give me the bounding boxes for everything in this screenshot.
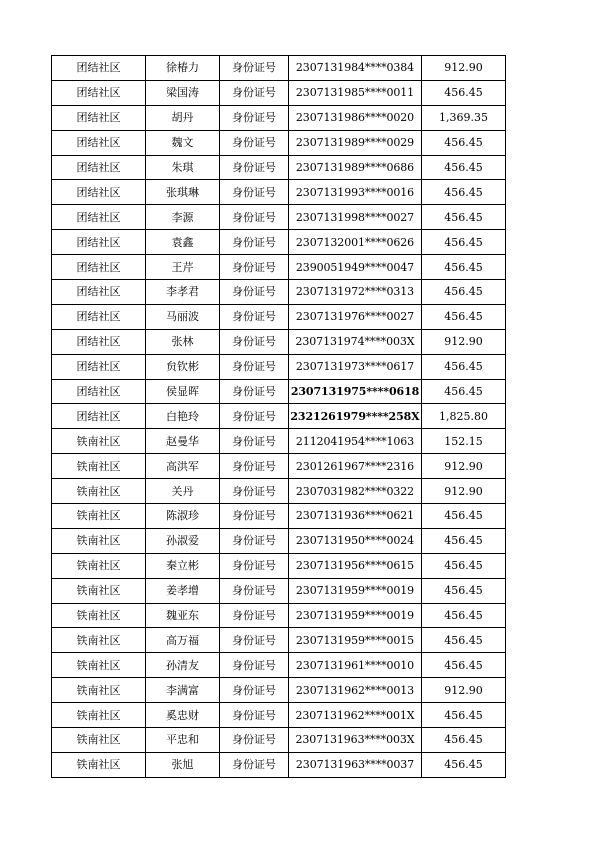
table-row — [52, 230, 506, 255]
amount-cell: 456.45 — [422, 155, 506, 180]
community-cell: 团结社区 — [52, 230, 146, 255]
id-number-cell: 2307131963****003X — [289, 728, 422, 753]
name-cell: 孙清友 — [146, 653, 220, 678]
table-body — [52, 56, 506, 778]
table-row — [52, 304, 506, 329]
amount-cell: 456.45 — [422, 528, 506, 553]
id-number-cell: 2307131975****0618 — [289, 379, 422, 404]
amount-cell: 912.90 — [422, 454, 506, 479]
amount-cell: 456.45 — [422, 603, 506, 628]
id-number-cell: 2307131959****0019 — [289, 578, 422, 603]
community-cell: 团结社区 — [52, 379, 146, 404]
name-cell: 关丹 — [146, 479, 220, 504]
id-number-cell: 2307131959****0015 — [289, 628, 422, 653]
name-cell: 王芹 — [146, 255, 220, 280]
table-row — [52, 354, 506, 379]
name-cell: 魏文 — [146, 130, 220, 155]
id-number-cell: 2307031982****0322 — [289, 479, 422, 504]
table-row — [52, 479, 506, 504]
table-row — [52, 280, 506, 305]
name-cell: 奚忠财 — [146, 703, 220, 728]
id-number-cell: 2307131989****0686 — [289, 155, 422, 180]
community-cell: 铁南社区 — [52, 752, 146, 777]
amount-cell: 912.90 — [422, 479, 506, 504]
name-cell: 张琪琳 — [146, 180, 220, 205]
table-row — [52, 454, 506, 479]
community-cell: 团结社区 — [52, 205, 146, 230]
amount-cell: 456.45 — [422, 504, 506, 529]
table-row — [52, 752, 506, 777]
id-number-cell: 2301261967****2316 — [289, 454, 422, 479]
table-row — [52, 703, 506, 728]
community-cell: 团结社区 — [52, 56, 146, 81]
name-cell: 孙淑爱 — [146, 528, 220, 553]
name-cell: 胡丹 — [146, 105, 220, 130]
id-number-cell: 2307131974****003X — [289, 329, 422, 354]
id-number-cell: 2307131976****0027 — [289, 304, 422, 329]
name-cell: 陈淑珍 — [146, 504, 220, 529]
id-type-cell: 身份证号 — [220, 280, 289, 305]
amount-cell: 456.45 — [422, 230, 506, 255]
table-row — [52, 130, 506, 155]
community-cell: 铁南社区 — [52, 628, 146, 653]
id-number-cell: 2307131998****0027 — [289, 205, 422, 230]
table-row — [52, 180, 506, 205]
id-type-cell: 身份证号 — [220, 130, 289, 155]
community-cell: 铁南社区 — [52, 703, 146, 728]
table-row — [52, 379, 506, 404]
community-cell: 团结社区 — [52, 404, 146, 429]
name-cell: 赵曼华 — [146, 429, 220, 454]
amount-cell: 456.45 — [422, 728, 506, 753]
name-cell: 徐椿力 — [146, 56, 220, 81]
name-cell: 魏亚东 — [146, 603, 220, 628]
id-type-cell: 身份证号 — [220, 454, 289, 479]
id-number-cell: 2307131986****0020 — [289, 105, 422, 130]
id-type-cell: 身份证号 — [220, 678, 289, 703]
id-type-cell: 身份证号 — [220, 653, 289, 678]
community-cell: 团结社区 — [52, 130, 146, 155]
table-row — [52, 329, 506, 354]
community-cell: 团结社区 — [52, 280, 146, 305]
id-number-cell: 2307131984****0384 — [289, 56, 422, 81]
id-type-cell: 身份证号 — [220, 603, 289, 628]
id-number-cell: 2307131985****0011 — [289, 80, 422, 105]
table-row — [52, 155, 506, 180]
id-number-cell: 2307131956****0615 — [289, 553, 422, 578]
data-table — [51, 55, 506, 778]
id-number-cell: 2307131989****0029 — [289, 130, 422, 155]
amount-cell: 456.45 — [422, 304, 506, 329]
id-number-cell: 2307131961****0010 — [289, 653, 422, 678]
name-cell: 张林 — [146, 329, 220, 354]
id-type-cell: 身份证号 — [220, 628, 289, 653]
name-cell: 袁鑫 — [146, 230, 220, 255]
community-cell: 铁南社区 — [52, 479, 146, 504]
name-cell: 侯显晖 — [146, 379, 220, 404]
id-type-cell: 身份证号 — [220, 354, 289, 379]
community-cell: 铁南社区 — [52, 603, 146, 628]
table-row — [52, 653, 506, 678]
amount-cell: 456.45 — [422, 752, 506, 777]
id-type-cell: 身份证号 — [220, 205, 289, 230]
id-type-cell: 身份证号 — [220, 703, 289, 728]
id-number-cell: 2307132001****0626 — [289, 230, 422, 255]
id-type-cell: 身份证号 — [220, 80, 289, 105]
name-cell: 朱琪 — [146, 155, 220, 180]
amount-cell: 456.45 — [422, 130, 506, 155]
name-cell: 李源 — [146, 205, 220, 230]
amount-cell: 1,369.35 — [422, 105, 506, 130]
amount-cell: 456.45 — [422, 354, 506, 379]
table-row — [52, 603, 506, 628]
community-cell: 铁南社区 — [52, 553, 146, 578]
name-cell: 梁国涛 — [146, 80, 220, 105]
amount-cell: 152.15 — [422, 429, 506, 454]
community-cell: 团结社区 — [52, 304, 146, 329]
table-row — [52, 80, 506, 105]
amount-cell: 912.90 — [422, 56, 506, 81]
id-type-cell: 身份证号 — [220, 379, 289, 404]
name-cell: 贠钦彬 — [146, 354, 220, 379]
amount-cell: 456.45 — [422, 379, 506, 404]
table-row — [52, 578, 506, 603]
table-row — [52, 255, 506, 280]
id-number-cell: 2307131962****001X — [289, 703, 422, 728]
id-type-cell: 身份证号 — [220, 155, 289, 180]
amount-cell: 1,825.80 — [422, 404, 506, 429]
id-type-cell: 身份证号 — [220, 578, 289, 603]
name-cell: 姜孝增 — [146, 578, 220, 603]
id-type-cell: 身份证号 — [220, 105, 289, 130]
table-row — [52, 628, 506, 653]
id-number-cell: 2307131993****0016 — [289, 180, 422, 205]
id-number-cell: 2112041954****1063 — [289, 429, 422, 454]
id-type-cell: 身份证号 — [220, 329, 289, 354]
amount-cell: 456.45 — [422, 628, 506, 653]
id-type-cell: 身份证号 — [220, 528, 289, 553]
id-type-cell: 身份证号 — [220, 479, 289, 504]
community-cell: 团结社区 — [52, 155, 146, 180]
amount-cell: 456.45 — [422, 280, 506, 305]
community-cell: 团结社区 — [52, 80, 146, 105]
table-row — [52, 56, 506, 81]
name-cell: 秦立彬 — [146, 553, 220, 578]
name-cell: 张旭 — [146, 752, 220, 777]
id-number-cell: 2307131959****0019 — [289, 603, 422, 628]
id-type-cell: 身份证号 — [220, 230, 289, 255]
name-cell: 李满富 — [146, 678, 220, 703]
id-type-cell: 身份证号 — [220, 56, 289, 81]
id-type-cell: 身份证号 — [220, 429, 289, 454]
table-row — [52, 528, 506, 553]
community-cell: 铁南社区 — [52, 504, 146, 529]
community-cell: 团结社区 — [52, 105, 146, 130]
amount-cell: 912.90 — [422, 329, 506, 354]
amount-cell: 456.45 — [422, 703, 506, 728]
table-row — [52, 105, 506, 130]
id-type-cell: 身份证号 — [220, 728, 289, 753]
amount-cell: 912.90 — [422, 678, 506, 703]
name-cell: 白艳玲 — [146, 404, 220, 429]
community-cell: 铁南社区 — [52, 728, 146, 753]
name-cell: 马丽波 — [146, 304, 220, 329]
id-type-cell: 身份证号 — [220, 404, 289, 429]
community-cell: 团结社区 — [52, 354, 146, 379]
community-cell: 团结社区 — [52, 255, 146, 280]
table-row — [52, 205, 506, 230]
id-type-cell: 身份证号 — [220, 504, 289, 529]
id-type-cell: 身份证号 — [220, 180, 289, 205]
amount-cell: 456.45 — [422, 180, 506, 205]
name-cell: 平忠和 — [146, 728, 220, 753]
id-number-cell: 2307131936****0621 — [289, 504, 422, 529]
community-cell: 铁南社区 — [52, 653, 146, 678]
amount-cell: 456.45 — [422, 653, 506, 678]
id-number-cell: 2307131963****0037 — [289, 752, 422, 777]
table-row — [52, 728, 506, 753]
id-type-cell: 身份证号 — [220, 752, 289, 777]
community-cell: 铁南社区 — [52, 528, 146, 553]
table-row — [52, 404, 506, 429]
community-cell: 团结社区 — [52, 180, 146, 205]
amount-cell: 456.45 — [422, 578, 506, 603]
amount-cell: 456.45 — [422, 553, 506, 578]
id-number-cell: 2307131950****0024 — [289, 528, 422, 553]
id-number-cell: 2307131962****0013 — [289, 678, 422, 703]
name-cell: 高洪军 — [146, 454, 220, 479]
community-cell: 团结社区 — [52, 329, 146, 354]
community-cell: 铁南社区 — [52, 429, 146, 454]
community-cell: 铁南社区 — [52, 578, 146, 603]
id-type-cell: 身份证号 — [220, 304, 289, 329]
id-number-cell: 2307131972****0313 — [289, 280, 422, 305]
id-type-cell: 身份证号 — [220, 553, 289, 578]
community-cell: 铁南社区 — [52, 678, 146, 703]
name-cell: 李孝君 — [146, 280, 220, 305]
id-number-cell: 2307131973****0617 — [289, 354, 422, 379]
id-number-cell: 2321261979****258X — [289, 404, 422, 429]
amount-cell: 456.45 — [422, 205, 506, 230]
table-row — [52, 429, 506, 454]
id-number-cell: 2390051949****0047 — [289, 255, 422, 280]
amount-cell: 456.45 — [422, 255, 506, 280]
table-row — [52, 504, 506, 529]
name-cell: 高万福 — [146, 628, 220, 653]
id-type-cell: 身份证号 — [220, 255, 289, 280]
table-row — [52, 678, 506, 703]
table-row — [52, 553, 506, 578]
community-cell: 铁南社区 — [52, 454, 146, 479]
amount-cell: 456.45 — [422, 80, 506, 105]
